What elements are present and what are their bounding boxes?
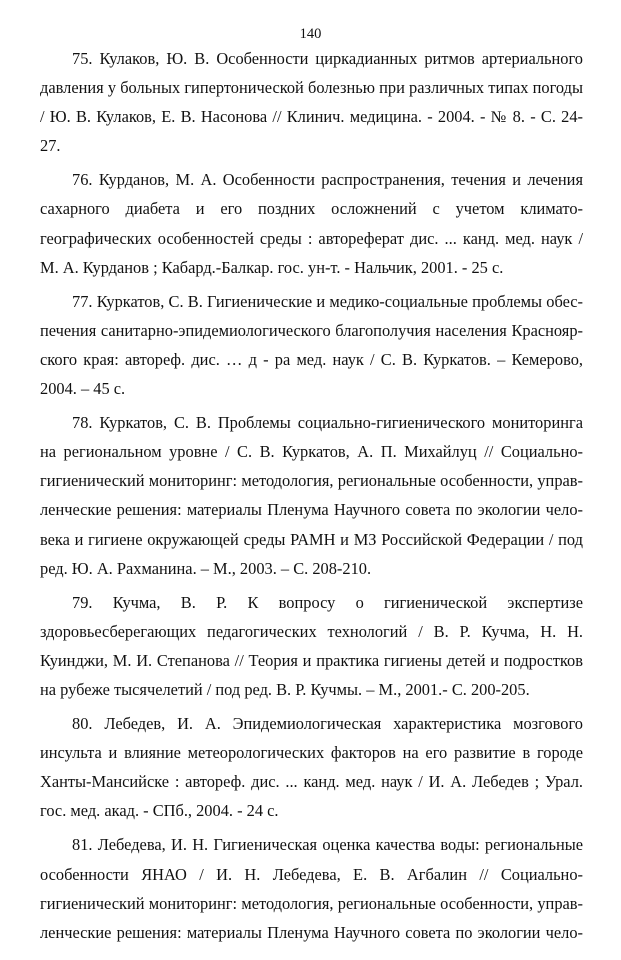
reference-item-77: 77. Куркатов, С. В. Гигиенические и медико-социальные проблемы обеспечения санитарно-эпидемиологического благополучия населения Красноярского края: автореф. дис. … д - ра мед. наук / С. В. Куркатов. – Кемерово, 2004. – 45 с. [40, 291, 583, 399]
reference-item-79: 79. Кучма, В. Р. К вопросу о гигиенической экспертизе здоровьесберегающих педагогических технологий / В. Р. Кучма, Н. Н. Куинджи, М. И. Степанова // Теория и практика гигиены детей и подростков на рубеже тысячелетий / под ред. В. Р. Кучмы. – М., 2001.- С. 200-205. [40, 592, 583, 699]
reference-item-80: 80. Лебедев, И. А. Эпидемиологическая характеристика мозгового инсульта и влияние метеорологических факторов на его развитие в городе Ханты-Мансийске : автореф. дис. ... канд. мед. наук / И. А. Лебедев ; Урал. гос. мед. акад. - СПб., 2004. - 24 с. [40, 714, 583, 821]
reference-item-76: 76. Курданов, М. А. Особенности распространения, течения и лечения сахарного диабета и его поздних осложнений с учетом климато-географических особенностей среды : автореферат дис. ... канд. мед. наук / М. А. Курданов ; Кабард.-Балкар. гос. ун-т. - Нальчик, 2001. - 25 с. [40, 170, 583, 277]
reference-list [40, 44, 583, 952]
reference-item-81: 81. Лебедева, И. Н. Гигиеническая оценка качества воды: региональные особенности ЯНАО / И. Н. Лебедева, Е. В. Агбалин // Социально-гигиенический мониторинг: методология, региональные особенности, управленческие решения: материалы Пленума Научного совета по экологии чело- [40, 835, 583, 942]
reference-item-78: 78. Куркатов, С. В. Проблемы социально-гигиенического мониторинга на региональном уровне / С. В. Куркатов, А. П. Михайлуц // Социально-гигиенический мониторинг: методология, региональные особенности, управленческие решения: материалы Пленума Научного совета по экологии человека и гигиене окружающей среды РАМН и МЗ Российской Федерации / под ред. Ю. А. Рахманина. – М., 2003. – С. 208-210. [40, 413, 583, 578]
reference-item-75: 75. Кулаков, Ю. В. Особенности циркадианных ритмов артериального давления у больных гипертонической болезнью при различных типах погоды / Ю. В. Кулаков, Е. В. Насонова // Клинич. медицина. - 2004. - № 8. - С. 24-27. [40, 49, 583, 156]
page-number: 140 [299, 26, 322, 42]
